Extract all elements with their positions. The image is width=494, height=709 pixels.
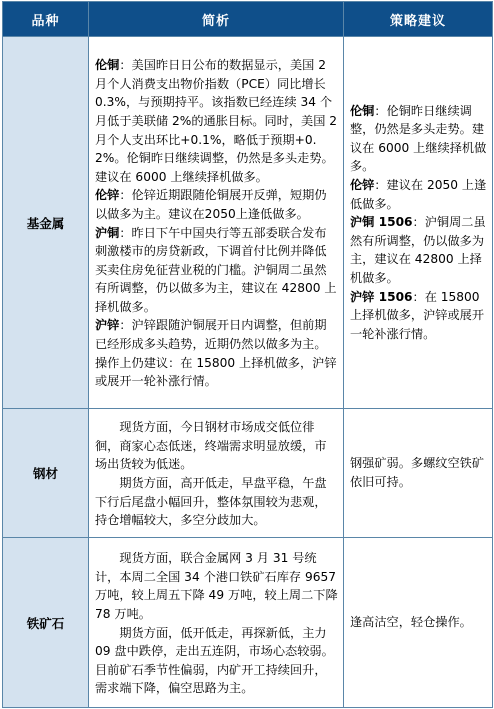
paragraph-lead: 伦铜	[95, 58, 120, 73]
paragraph-lead: 伦锌	[350, 178, 375, 193]
paragraph-lead: 伦锌	[95, 188, 120, 203]
strategy-paragraph	[350, 102, 488, 176]
header-strategy: 策略建议	[344, 2, 493, 37]
analysis-paragraph	[95, 224, 338, 317]
header-category: 品种	[3, 2, 89, 37]
paragraph-text: ：美国昨日日公布的数据显示，美国 2 月个人消费支出物价指数（PCE）同比增长 0.3%，与预期持平。该指数已经连续 34 个月低于美联储 2%的通胀目标。同时，美国 2 月个人支出环比+0.1%，略低于预期+0.2%。伦铜昨日继续调整，仍然是多头走势。建议在 6000 上继续择机做多。	[95, 58, 338, 184]
table-row-iron-ore	[3, 538, 493, 708]
strategy-paragraph	[350, 288, 488, 344]
strategy-table	[2, 1, 493, 708]
paragraph-text: ：在 15800 上择机做多，沪锌或展开一轮补涨行情。	[350, 289, 485, 341]
paragraph-lead: 沪铜 1506	[350, 215, 413, 230]
table-row-base-metals	[3, 37, 493, 409]
paragraph-lead: 沪锌	[95, 318, 120, 333]
strategy-cell	[344, 409, 493, 538]
strategy-paragraph	[350, 176, 488, 213]
strategy-paragraph: 逢高沽空，轻仓操作。	[350, 615, 472, 630]
category-cell: 钢材	[3, 409, 89, 538]
category-cell: 铁矿石	[3, 538, 89, 708]
strategy-paragraph	[350, 213, 488, 287]
analysis-cell	[89, 37, 344, 409]
paragraph-lead: 沪铜	[95, 225, 120, 240]
strategy-paragraph: 钢强矿弱。多螺纹空铁矿依旧可持。	[350, 456, 485, 489]
category-cell: 基金属	[3, 37, 89, 409]
analysis-paragraph	[95, 316, 338, 390]
paragraph-text: ：伦铜昨日继续调整，仍然是多头走势。建议在 6000 上继续择机做多。	[350, 103, 487, 174]
paragraph-text: ：沪锌跟随沪铜展开日内调整，但前期已经形成多头趋势，近期仍然以做多为主。操作上仍建议：在 15800 上择机做多，沪锌或展开一轮补涨行情。	[95, 318, 337, 389]
strategy-cell	[344, 37, 493, 409]
table-row-steel	[3, 409, 493, 538]
analysis-paragraph: 期货方面，低开低走，再探新低，主力 09 盘中跌停，走出五连阴，市场心态较弱。目前矿石季节性偏弱，内矿开工持续回升，需求端下降，偏空思路为主。	[95, 625, 334, 696]
paragraph-text: ：伦锌近期跟随伦铜展开反弹，短期仍以做多为主。建议在2050上逢低做多。	[95, 188, 327, 221]
analysis-paragraph	[95, 186, 338, 223]
paragraph-lead: 伦铜	[350, 103, 375, 118]
analysis-paragraph	[95, 56, 338, 186]
analysis-paragraph: 现货方面，今日钢材市场成交低位徘徊，商家心态低迷，终端需求明显放缓，市场出货较为低迷。	[95, 420, 327, 472]
analysis-paragraph: 现货方面，联合金属网 3 月 31 号统计，本周二全国 34 个港口铁矿石库存 9657 万吨，较上周五下降 49 万吨，较上周二下降 78 万吨。	[95, 551, 338, 621]
analysis-cell	[89, 409, 344, 538]
paragraph-text: ：建议在 2050 上逢低做多。	[350, 178, 487, 211]
paragraph-text: ：沪铜周二虽然有所调整，仍以做多为主，建议在 42800 上择机做多。	[350, 215, 486, 285]
analysis-paragraph: 期货方面，高开低走，早盘平稳，午盘下行后尾盘小幅回升，整体氛围较为悲观，持仓增幅较大，多空分歧加大。	[95, 476, 327, 528]
paragraph-text: ：昨日下午中国央行等五部委联合发布刺激楼市的房贷新政，下调首付比例并降低买卖住房免征营业税的门槛。沪铜周二虽然有所调整，仍以做多为主，建议在 42800 上择机做多。	[95, 225, 337, 314]
analysis-cell	[89, 538, 344, 708]
paragraph-lead: 沪锌 1506	[350, 289, 413, 304]
table-header-row	[3, 2, 493, 37]
strategy-cell	[344, 538, 493, 708]
header-analysis: 简析	[89, 2, 344, 37]
